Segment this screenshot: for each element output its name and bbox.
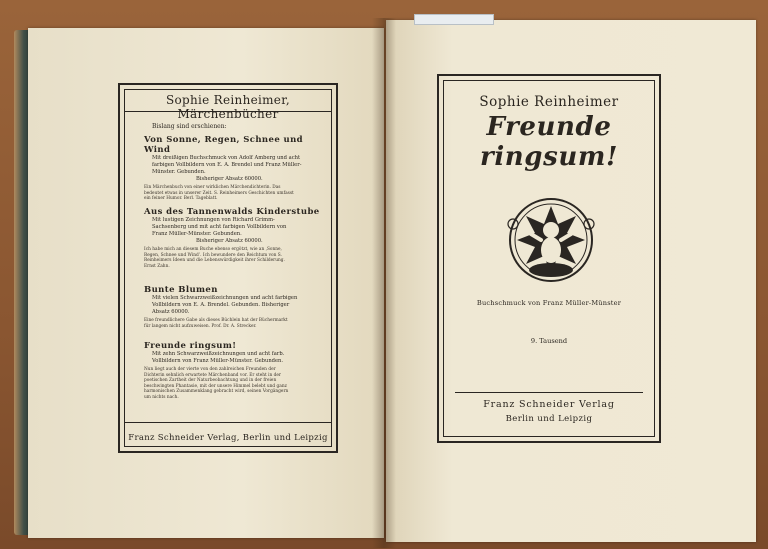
book-description: Mit lustigen Zeichnungen von Richard Grimm-Sachsenberg und mit acht farbigen Vollbildern von Franz Müller-Münster. Gebunden. (152, 217, 287, 237)
publisher-city: Berlin und Leipzig (505, 414, 593, 424)
publisher-name: Franz Schneider Verlag (483, 399, 615, 410)
advertisement-frame (118, 83, 338, 453)
book-sales: Bisheriger Absatz 60000. (196, 238, 263, 244)
bookmark-tab (414, 14, 494, 25)
book-review: Ich habe mich an diesem Buche ebenso ergötzt, wie an ‚Sonne, Regen, Schnee und Wind‘. Ich bewundere den Reichtum von S. Reinheimers Ideen und die Lebenswürdigkeit ihrer Schilderung. Ernst Zahn. (144, 247, 285, 269)
advertisement-publisher: Franz Schneider Verlag, Berlin und Leipzig (128, 433, 328, 443)
publisher-rule (124, 422, 332, 423)
series-rule (124, 111, 332, 112)
series-intro: Bislang sind erschienen: (152, 123, 227, 130)
book-entry (144, 285, 328, 329)
author-name: Sophie Reinheimer (479, 94, 619, 110)
edition-note: 9. Tausend (530, 337, 568, 345)
book-title: Bunte Blumen (144, 285, 218, 295)
book-description: Mit dreißigen Buchschmuck von Adolf Amberg und acht farbigen Vollbildern von E. A. Brendel und Franz Müller-Münster. Gebunden. (152, 155, 302, 175)
book-review: Nun liegt auch der vierte von den zahlreichen Freunden der Dichterin sehnlich erwartete Märchenband vor. Er steht in der poetischen Zartheit der Naturbeobachtung und in der freien beschwingten Phantasie, mit der unsere Himmel belebt und ganz harmonischen Zusammenklang gebracht wird, seinen Vorgängern um nichts nach. (144, 367, 289, 400)
illustration-credit: Buchschmuck von Franz Müller-Münster (476, 299, 622, 307)
book-gutter-shadow (372, 18, 396, 548)
star-child-emblem-icon (505, 194, 597, 286)
book-description: Mit zehn Schwarzweißzeichnungen und acht farb. Vollbildern von Franz Müller-Münster. Gebunden. (152, 351, 285, 364)
book-review: Ein Märchenbuch von einer wirklichen Märchendichterin. Das bedeutet etwas in unserer Zeit. S. Reinheimers Geschichten umfasst ein feiner Humor. Berl. Tageblatt. (144, 185, 294, 202)
book-entry (144, 207, 328, 269)
book-title-main: Freunde ringsum! (480, 112, 618, 172)
book-review: Eine freundlichere Gabe als dieses Büchlein hat der Büchermarkt für langem nicht aufzuweisen. Prof. Dr. A. Strecker. (144, 318, 288, 329)
book-entry (144, 135, 328, 202)
book-title: Freunde ringsum! (144, 341, 237, 351)
book-title: Aus des Tannenwalds Kinderstube (144, 207, 320, 217)
title-page-frame (437, 74, 661, 443)
book-title: Von Sonne, Regen, Schnee und Wind (144, 135, 303, 155)
series-title: Sophie Reinheimer, Märchenbücher (165, 93, 291, 121)
book-description: Mit vielen Schwarzweißzeichnungen und acht farbigen Vollbildern von E. A. Brendel. Gebunden. Bisheriger Absatz 60000. (152, 295, 298, 315)
book-entry (144, 341, 328, 401)
book-sales: Bisheriger Absatz 60000. (196, 176, 263, 182)
publisher-rule-top (455, 392, 643, 393)
